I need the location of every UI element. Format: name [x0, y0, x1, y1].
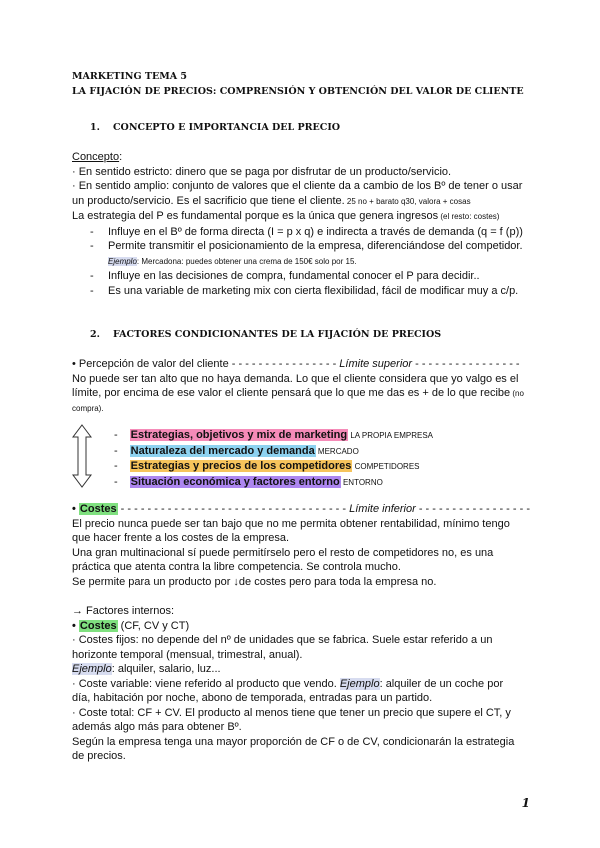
text-line: · En sentido amplio: conjunto de valores que el cliente da a cambio de los Bº de tener o usar: [72, 180, 523, 192]
double-arrow-icon: [72, 424, 92, 488]
bullet-item: - Influye en el Bº de forma directa (I = p x q) e indirecta a través de demanda (q = f (p)): [90, 225, 523, 238]
text-line: Una gran multinacional sí puede permitírselo pero el resto de competidores no, es una: [72, 546, 494, 559]
section-1-title: CONCEPTO E IMPORTANCIA DEL PRECIO: [112, 122, 341, 133]
percepcion-line: • Percepción de valor del cliente - - - - - - - - - - - - - - - - Límite superior - - - - - - - - - - - - - - - -: [72, 358, 520, 370]
example-line: Ejemplo: alquiler, salario, luz...: [72, 663, 221, 675]
factor-item: - Naturaleza del mercado y demanda MERCADO: [114, 444, 359, 457]
text-line: La estrategia del P es fundamental porque es la única que genera ingresos (el resto: costes): [72, 210, 500, 222]
text-line: · Costes fijos: no depende del nº de unidades que se fabrica. Suele estar referido a un: [72, 634, 493, 646]
costes-types-line: • Costes (CF, CV y CT): [72, 619, 190, 632]
costes-line: • Costes - - - - - - - - - - - - - - - - - - - - - - - - - - - - - - - - - - Límite inferior - - - - - - - - - - - - - - - - -: [72, 503, 530, 515]
document-subtitle: LA FIJACIÓN DE PRECIOS: COMPRENSIÓN Y OBTENCIÓN DEL VALOR DE CLIENTE: [72, 85, 524, 97]
text-line: No puede ser tan alto que no haya demanda. Lo que el cliente considera que yo valgo es el: [72, 372, 519, 385]
costes-block: [72, 502, 532, 589]
bullet-item: - Permite transmitir el posicionamiento de la empresa, diferenciándose del competidor.: [90, 240, 523, 252]
document-header: [72, 70, 532, 99]
text-line: Se permite para un producto por ↓de costes pero para toda la empresa no.: [72, 575, 437, 588]
text-line: práctica que atenta contra la libre competencia. Se controla mucho.: [72, 561, 401, 573]
text-line: · Coste variable: viene referido al producto que vendo. Ejemplo: alquiler de un coche por: [72, 677, 504, 690]
text-line: límite, por encima de ese valor el cliente pensará que lo que me das es + de lo que recibe (no: [72, 387, 524, 399]
document-title: MARKETING TEMA 5: [72, 71, 188, 82]
text-line: · Coste total: CF + CV. El producto al menos tiene que tener un precio que supere el CT, y: [72, 706, 511, 719]
section-2-title: FACTORES CONDICIONANTES DE LA FIJACIÓN DE PRECIOS: [112, 329, 442, 340]
example-line: Ejemplo: Mercadona: puedes obtener una crema de 150€ solo por 15.: [108, 256, 357, 266]
percepcion-block: [72, 357, 532, 416]
section-1-body: [72, 150, 532, 298]
text-line: un producto/servicio. Es el sacrificio que tiene el cliente. 25 no + barato q30, valora + cosas: [72, 194, 471, 207]
section-1-heading: [72, 121, 532, 133]
text-line: día, habitación por noche, abono de temporada, entradas para un partido.: [72, 692, 433, 704]
text-line: · En sentido estricto: dinero que se paga por disfrutar de un producto/servicio.: [72, 165, 452, 178]
page-number: 1: [521, 796, 530, 810]
text-line: además algo más para obtener Bº.: [72, 721, 242, 733]
bullet-item: - Es una variable de marketing mix con cierta flexibilidad, fácil de modificar muy a c/p.: [90, 284, 519, 297]
internos-block: [72, 604, 532, 764]
factor-item: - Estrategias, objetivos y mix de marketing LA PROPIA EMPRESA: [114, 429, 434, 441]
factors-list: [114, 428, 433, 490]
factor-item: - Situación económica y factores entorno ENTORNO: [114, 475, 383, 488]
text-line: Según la empresa tenga una mayor proporción de CF o de CV, condicionarán la estrategia: [72, 735, 515, 748]
bullet-item: - Influye en las decisiones de compra, fundamental conocer el P para decidir..: [90, 270, 480, 282]
section-2-heading: [72, 328, 532, 340]
section-1-number: 1.: [90, 122, 100, 133]
text-line: El precio nunca puede ser tan bajo que no me permita obtener rentabilidad, mínimo tengo: [72, 517, 510, 530]
concepto-label: Concepto:: [72, 151, 123, 163]
text-line: de precios.: [72, 750, 126, 762]
internos-heading: → Factores internos:: [72, 605, 175, 617]
text-line: que hacer frente a los costes de la empresa.: [72, 532, 290, 544]
text-line: horizonte temporal (mensual, trimestral, anual).: [72, 648, 303, 661]
factor-item: - Estrategias y precios de los competidores COMPETIDORES: [114, 460, 420, 472]
section-2-number: 2.: [90, 329, 100, 340]
text-line: compra).: [72, 403, 104, 413]
